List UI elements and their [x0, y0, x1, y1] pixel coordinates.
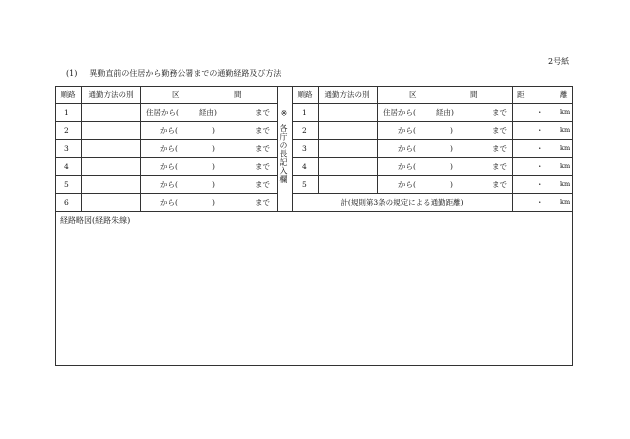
- divider: [277, 86, 278, 211]
- right-row-5-via[interactable]: ): [450, 180, 453, 189]
- right-row-1-no: 1: [302, 108, 307, 117]
- right-row-2-unit: km: [560, 126, 571, 134]
- right-row-4-no: 4: [302, 162, 307, 171]
- right-header-method: 通勤方法の別: [324, 90, 370, 99]
- left-row-3-until[interactable]: まで: [255, 144, 270, 153]
- note-agency-head-entry: 各庁の長記入欄: [279, 124, 288, 184]
- left-row-5-from[interactable]: から(: [160, 180, 178, 189]
- section-number: (1): [66, 69, 78, 78]
- right-row-2-no: 2: [302, 126, 307, 135]
- form-number: 2号紙: [548, 57, 570, 66]
- route-sketch-label: 経路略図(経路朱線): [60, 216, 131, 225]
- left-row-3-no: 3: [64, 144, 69, 153]
- right-row-1-from[interactable]: 住居から(: [383, 108, 416, 117]
- total-distance-label: 計(規則第3条の規定による通勤距離): [340, 198, 464, 207]
- left-row-6-via[interactable]: ): [212, 198, 215, 207]
- right-row-5-unit: km: [560, 180, 571, 188]
- right-row-4-from[interactable]: から(: [398, 162, 416, 171]
- divider: [55, 175, 277, 176]
- left-row-1-via[interactable]: 経由): [199, 108, 217, 117]
- note-mark: ※: [280, 109, 288, 118]
- total-distance-unit: km: [560, 198, 571, 206]
- right-row-5-no: 5: [302, 180, 307, 189]
- right-row-5-from[interactable]: から(: [398, 180, 416, 189]
- divider: [140, 86, 141, 211]
- left-row-2-no: 2: [64, 126, 69, 135]
- divider: [292, 139, 573, 140]
- divider: [55, 211, 573, 212]
- divider: [55, 139, 277, 140]
- divider: [55, 193, 277, 194]
- right-row-1-via[interactable]: 経由): [436, 108, 454, 117]
- right-row-3-unit: km: [560, 144, 571, 152]
- left-row-4-until[interactable]: まで: [255, 162, 270, 171]
- divider: [512, 86, 513, 211]
- left-header-section-a: 区: [172, 90, 180, 99]
- divider: [292, 175, 573, 176]
- left-row-3-from[interactable]: から(: [160, 144, 178, 153]
- right-header-route-no: 順路: [297, 90, 313, 99]
- left-row-6-no: 6: [64, 198, 69, 207]
- left-row-2-from[interactable]: から(: [160, 126, 178, 135]
- right-header-distance-a: 距: [517, 90, 525, 99]
- section-heading: [66, 70, 281, 78]
- left-row-4-no: 4: [64, 162, 69, 171]
- right-row-3-via[interactable]: ): [450, 144, 453, 153]
- left-row-1-from[interactable]: 住居から(: [146, 108, 179, 117]
- right-row-1-dot: ・: [536, 108, 544, 117]
- right-row-4-via[interactable]: ): [450, 162, 453, 171]
- left-row-4-from[interactable]: から(: [160, 162, 178, 171]
- left-header-section-b: 間: [234, 90, 242, 99]
- left-row-2-via[interactable]: ): [212, 126, 215, 135]
- left-row-1-until[interactable]: まで: [255, 108, 270, 117]
- section-title: 異動直前の住居から勤務公署までの通勤経路及び方法: [89, 69, 282, 78]
- left-row-5-no: 5: [64, 180, 69, 189]
- right-row-5-until[interactable]: まで: [492, 180, 507, 189]
- right-row-4-unit: km: [560, 162, 571, 170]
- divider: [292, 86, 293, 211]
- divider: [292, 103, 573, 104]
- right-row-4-dot: ・: [536, 162, 544, 171]
- right-row-2-from[interactable]: から(: [398, 126, 416, 135]
- right-header-section-a: 区: [409, 90, 417, 99]
- right-row-1-until[interactable]: まで: [492, 108, 507, 117]
- total-distance-dot: ・: [536, 198, 544, 207]
- divider: [292, 121, 573, 122]
- left-row-6-from[interactable]: から(: [160, 198, 178, 207]
- right-row-2-dot: ・: [536, 126, 544, 135]
- left-row-4-via[interactable]: ): [212, 162, 215, 171]
- divider: [81, 86, 82, 211]
- left-row-5-via[interactable]: ): [212, 180, 215, 189]
- left-row-1-no: 1: [64, 108, 69, 117]
- left-header-route-no: 順路: [60, 90, 76, 99]
- right-row-2-via[interactable]: ): [450, 126, 453, 135]
- right-row-3-until[interactable]: まで: [492, 144, 507, 153]
- divider: [55, 103, 277, 104]
- divider: [55, 157, 277, 158]
- left-header-method: 通勤方法の別: [88, 90, 134, 99]
- right-row-2-until[interactable]: まで: [492, 126, 507, 135]
- divider: [292, 193, 573, 194]
- route-sketch-area[interactable]: [56, 228, 572, 365]
- right-row-3-from[interactable]: から(: [398, 144, 416, 153]
- left-row-3-via[interactable]: ): [212, 144, 215, 153]
- right-row-3-dot: ・: [536, 144, 544, 153]
- left-row-5-until[interactable]: まで: [255, 180, 270, 189]
- divider: [292, 157, 573, 158]
- left-row-6-until[interactable]: まで: [255, 198, 270, 207]
- right-header-section-b: 間: [470, 90, 478, 99]
- right-row-5-dot: ・: [536, 180, 544, 189]
- right-row-4-until[interactable]: まで: [492, 162, 507, 171]
- right-header-distance-b: 離: [560, 90, 568, 99]
- divider: [318, 86, 319, 193]
- divider: [377, 86, 378, 193]
- left-row-2-until[interactable]: まで: [255, 126, 270, 135]
- divider: [55, 121, 277, 122]
- right-row-3-no: 3: [302, 144, 307, 153]
- right-row-1-unit: km: [560, 108, 571, 116]
